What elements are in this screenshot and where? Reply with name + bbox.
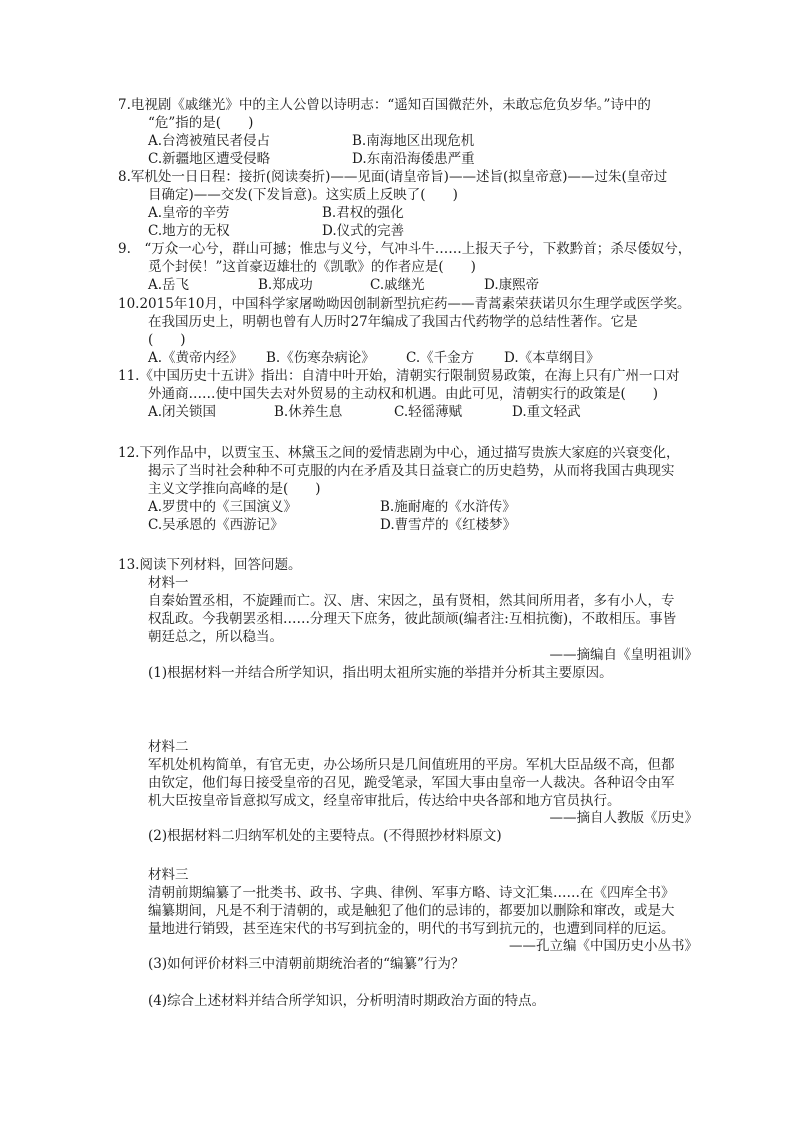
q11-option-c: C.轻徭薄赋: [394, 404, 463, 420]
q8-stem-line-2: 目确定)——交发(下发旨意)。这实质上反映了( ): [148, 187, 458, 203]
q9-stem-line-2: 觅个封侯！”这首豪迈雄壮的《凯歌》的作者应是( ): [148, 259, 476, 275]
material-2-line-1: 军机处机构简单，有官无吏，办公场所只是几间值班用的平房。军机大臣品级不高，但都: [148, 757, 675, 773]
material-3-line-3: 量地进行销毁，甚至连宋代的书写到抗金的，明代的书写到抗元的，也遭到同样的厄运。: [148, 921, 675, 937]
q11-option-b: B.休养生息: [274, 404, 343, 420]
q12-option-a: A.罗贯中的《三国演义》: [148, 499, 298, 515]
q11-option-d: D.重文轻武: [512, 404, 581, 420]
material-2-title: 材料二: [148, 739, 189, 755]
q12-stem-line-3: 主义文学推向高峰的是( ): [148, 481, 321, 497]
question-13-2: (2)根据材料二归纳军机处的主要特点。(不得照抄材料原文): [148, 828, 502, 844]
q12-stem-line-2: 揭示了当时社会种种不可克服的内在矛盾及其日益衰亡的历史趋势，从而将我国古典现实: [148, 463, 675, 479]
q8-option-b: B.君权的强化: [322, 205, 404, 221]
q7-stem-line-1: 7.电视剧《戚继光》中的主人公曾以诗明志：“遥知百国微茫外，未敢忘危负岁华。”诗中的: [118, 97, 651, 113]
question-13-4: (4)综合上述材料并结合所学知识，分析明清时期政治方面的特点。: [148, 993, 546, 1009]
q11-stem-line-1: 11.《中国历史十五讲》指出：自清中叶开始，清朝实行限制贸易政策，在海上只有广州一口对: [118, 368, 680, 384]
material-2-line-3: 机大臣按皇帝旨意拟写成文，经皇帝审批后，传达给中央各部和地方官员执行。: [148, 793, 621, 809]
q9-option-b: B.郑成功: [258, 277, 313, 293]
q9-option-a: A.岳飞: [148, 277, 190, 293]
q9-option-c: C.戚继光: [370, 277, 425, 293]
material-1-line-3: 朝廷总之，所以稳当。: [148, 629, 283, 645]
q11-stem-line-2: 外通商……使中国失去对外贸易的主动权和机遇。由此可见，清朝实行的政策是( ): [148, 386, 659, 402]
q8-option-d: D.仪式的完善: [322, 223, 405, 239]
material-3-line-1: 清朝前期编纂了一批类书、政书、字典、律例、军事方略、诗文汇集……在《四库全书》: [148, 885, 675, 901]
question-13-3: (3)如何评价材料三中清朝前期统治者的“编纂”行为？: [148, 956, 465, 972]
q7-stem-line-2: “危”指的是( ): [148, 115, 254, 131]
q10-stem-line-2: 在我国历史上，明朝也曾有人历时27年编成了我国古代药物学的总结性著作。它是: [148, 314, 638, 330]
q10-stem-line-1: 10.2015年10月，中国科学家屠呦呦因创制新型抗疟药——青蒿素荣获诺贝尔生理学或医学奖。: [118, 296, 691, 312]
q7-option-c: C.新疆地区遭受侵略: [148, 151, 271, 167]
material-3-source: ——孔立编《中国历史小丛书》: [509, 938, 698, 954]
material-2-line-2: 由钦定，他们每日接受皇帝的召见，跪受笔录，军国大事由皇帝一人裁决。各种诏令由军: [148, 775, 675, 791]
material-1-line-2: 权乱政。今我朝罢丞相……分理天下庶务，彼此颉颃(编者注:互相抗衡)，不敢相压。事皆: [148, 611, 677, 627]
question-13-1: (1)根据材料一并结合所学知识，指出明太祖所实施的举措并分析其主要原因。: [148, 665, 613, 681]
q8-option-a: A.皇帝的辛劳: [148, 205, 230, 221]
q12-option-d: D.曹雪芹的《红楼梦》: [380, 517, 517, 533]
q8-stem-line-1: 8.军机处一日日程：接折(阅读奏折)——见面(请皇帝旨)——述旨(拟皇帝意)——过朱(皇帝过: [118, 169, 668, 185]
q8-option-c: C.地方的无权: [148, 223, 230, 239]
q10-option-a: A.《黄帝内经》: [148, 350, 244, 366]
q11-option-a: A.闭关锁国: [148, 404, 217, 420]
q10-stem-line-3: ( ): [148, 332, 186, 348]
material-1-line-1: 自秦始置丞相，不旋踵而亡。汉、唐、宋因之，虽有贤相，然其间所用者，多有小人，专: [148, 593, 675, 609]
material-3-title: 材料三: [148, 867, 189, 883]
q9-stem-line-1: 9. “万众一心兮，群山可撼；惟忠与义兮，气冲斗牛……上报天子兮，下救黔首；杀尽倭奴兮，: [118, 241, 692, 257]
q10-option-d: D.《本草纲目》: [504, 350, 600, 366]
q10-option-b: B.《伤寒杂病论》: [266, 350, 375, 366]
material-3-line-2: 编纂期间，凡是不利于清朝的，或是触犯了他们的忌讳的，都要加以删除和窜改，或是大: [148, 903, 675, 919]
q7-option-a: A.台湾被殖民者侵占: [148, 133, 271, 149]
q9-option-d: D.康熙帝: [484, 277, 540, 293]
material-1-title: 材料一: [148, 575, 189, 591]
q12-option-b: B.施耐庵的《水浒传》: [380, 499, 516, 515]
q12-option-c: C.吴承恩的《西游记》: [148, 517, 284, 533]
q12-stem-line-1: 12.下列作品中，以贾宝玉、林黛玉之间的爱情悲剧为中心，通过描写贵族大家庭的兴衰变化，: [118, 445, 680, 461]
material-1-source: ——摘编自《皇明祖训》: [549, 647, 698, 663]
q7-option-b: B.南海地区出现危机: [352, 133, 475, 149]
material-2-source: ——摘自人教版《历史》: [549, 810, 698, 826]
q7-option-d: D.东南沿海倭患严重: [352, 151, 475, 167]
q13-stem: 13.阅读下列材料，回答问题。: [118, 557, 302, 573]
q10-option-c: C.《千金方: [406, 350, 475, 366]
